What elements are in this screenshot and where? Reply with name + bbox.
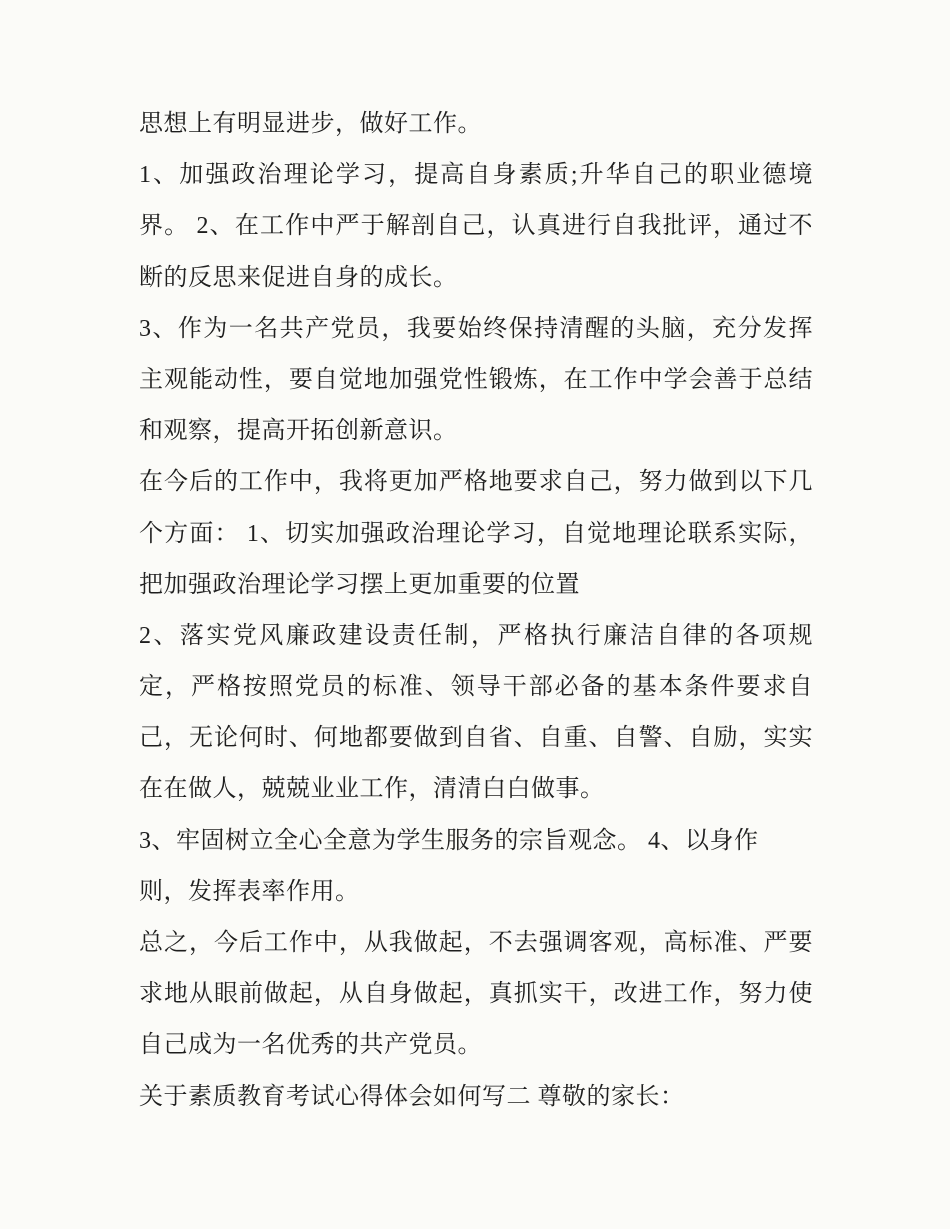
text-line-3: 界。 2、在工作中严于解剖自己，认真进行自我批评，通过不 bbox=[139, 213, 813, 240]
text-line-19: 自己成为一名优秀的共产党员。 bbox=[139, 1032, 482, 1059]
text-line-16: 则，发挥表率作用。 bbox=[139, 878, 360, 905]
text-line-7: 和观察，提高开拓创新意识。 bbox=[139, 418, 458, 445]
text-line-20: 关于素质教育考试心得体会如何写二 尊敬的家长： bbox=[139, 1083, 685, 1110]
text-line-10: 把加强政治理论学习摆上更加重要的位置 bbox=[139, 571, 580, 598]
text-line-8: 在今后的工作中，我将更加严格地要求自己，努力做到以下几 bbox=[139, 469, 813, 496]
text-line-13: 己，无论何时、何地都要做到自省、自重、自警、自励，实实 bbox=[139, 725, 813, 752]
text-line-18: 求地从眼前做起，从自身做起，真抓实干，改进工作，努力使 bbox=[139, 981, 813, 1008]
text-line-11: 2、落实党风廉政建设责任制，严格执行廉洁自律的各项规 bbox=[139, 622, 813, 649]
text-line-12: 定，严格按照党员的标准、领导干部必备的基本条件要求自 bbox=[139, 674, 813, 701]
text-line-5: 3、作为一名共产党员，我要始终保持清醒的头脑，充分发挥 bbox=[139, 315, 813, 342]
text-line-15: 3、牢固树立全心全意为学生服务的宗旨观念。 4、以身作 bbox=[139, 827, 759, 854]
text-line-2: 1、加强政治理论学习，提高自身素质;升华自己的职业德境 bbox=[139, 162, 813, 189]
text-line-1: 思想上有明显进步，做好工作。 bbox=[139, 111, 482, 137]
text-line-14: 在在做人，兢兢业业工作，清清白白做事。 bbox=[139, 776, 605, 803]
text-line-4: 断的反思来促进自身的成长。 bbox=[139, 264, 458, 291]
text-line-17: 总之，今后工作中，从我做起，不去强调客观，高标准、严要 bbox=[139, 930, 813, 956]
text-line-6: 主观能动性，要自觉地加强党性锻炼，在工作中学会善于总结 bbox=[139, 366, 813, 393]
document-text-block bbox=[139, 99, 813, 1123]
text-line-9: 个方面： 1、切实加强政治理论学习，自觉地理论联系实际， bbox=[139, 520, 813, 547]
